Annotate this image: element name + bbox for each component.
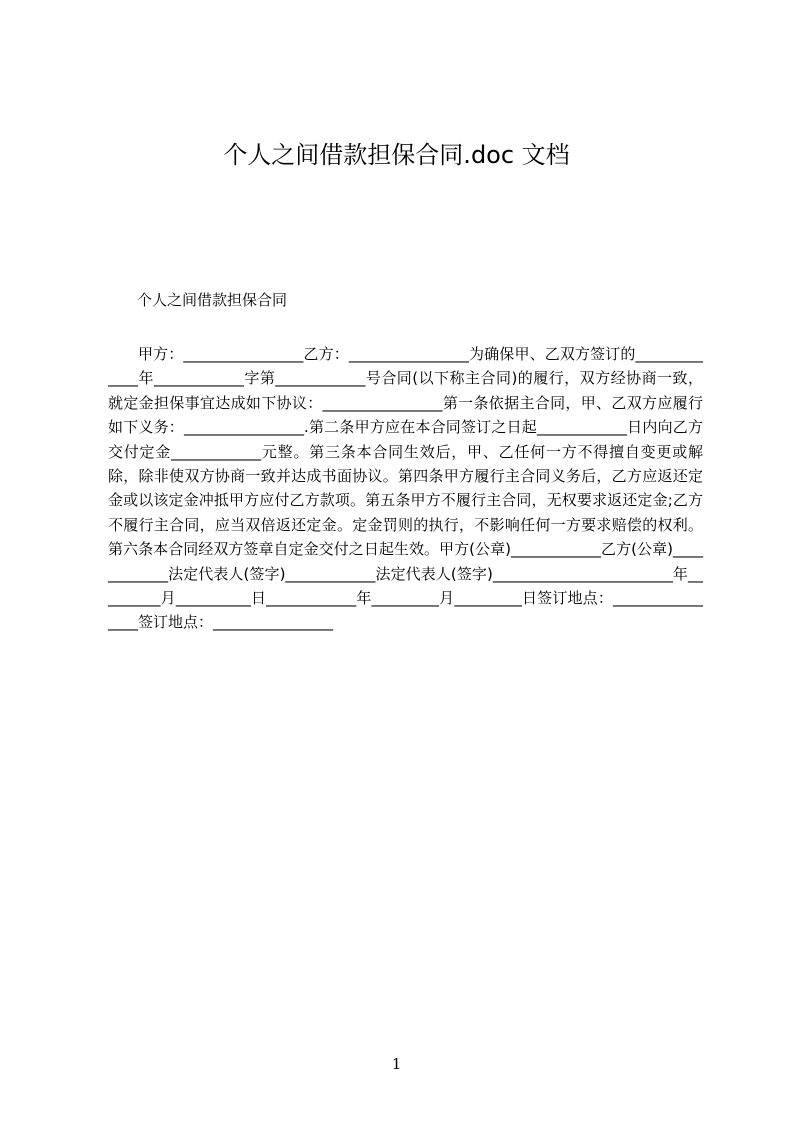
document-title: 个人之间借款担保合同.doc 文档 bbox=[223, 141, 570, 169]
page-number: 1 bbox=[391, 1055, 402, 1073]
contract-body: 甲方：________________乙方：________________为确保甲、乙双方签订的_____________年____________字第____________号合同(以下称主合同)的履行，双方经协商一致，就定金担保事宜达成如下协议：________________第一条依据主合同，甲、乙双方应履行如下义务：________________.第二条甲方应在本合同签订之日起____________日内向乙方交付定金____________元整。第三条本合同生效后，甲、乙任何一方不得擅自变更或解除，除非使双方协商一致并达成书面协议。第四条甲方履行主合同义务后，乙方应返还定金或以该定金冲抵甲方应付乙方款项。第五条甲方不履行主合同，无权要求返还定金;乙方不履行主合同，应当双倍返还定金。定金罚则的执行，不影响任何一方要求赔偿的权利。第六条本合同经双方签章自定金交付之日起生效。甲方(公章)____________乙方(公章)____________法定代表人(签字)____________法定代表人(签字)________________________年_________月__________日____________年_________月_________日签订地点：________________签订地点：________________ bbox=[108, 345, 703, 632]
contract-subtitle: 个人之间借款担保合同 bbox=[137, 291, 288, 309]
